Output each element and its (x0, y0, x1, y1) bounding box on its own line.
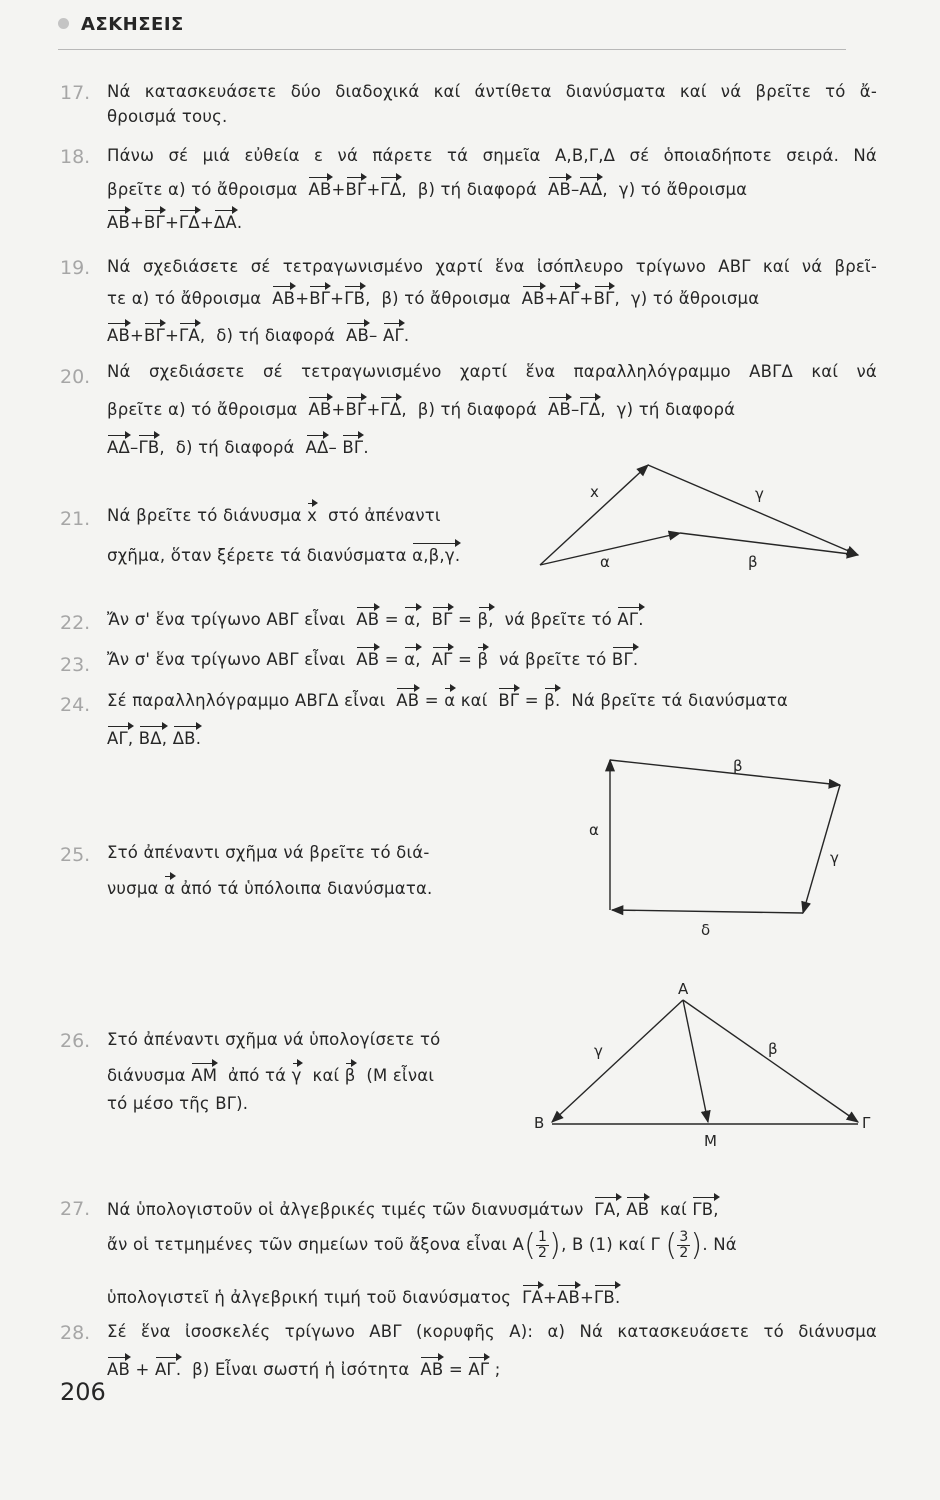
vector-alpha-arrow (540, 533, 680, 565)
vector-AD: ΑΔ (579, 180, 603, 199)
bullet-dot-icon (58, 18, 69, 29)
exercise-28-line-1: Σέ ἕνα ἰσοσκελές τρίγωνο ΑΒΓ (κορυφῆς Α): α) Νά κατασκευάσετε τό διάνυσμα (107, 1322, 877, 1341)
exercise-number: 21. (60, 508, 91, 530)
label-gamma: γ (755, 485, 764, 503)
exercise-number: 20. (60, 366, 91, 388)
exercise-19-line-1: Νά σχεδιάσετε σέ τετραγωνισμένο χαρτί ἕνα ἰσόπλευρο τρίγωνο ΑΒΓ καί νά βρεῖ- (107, 257, 877, 276)
exercise-18-line-2: βρεῖτε α) τό ἄθροισμα ΑΒ+ΒΓ+ΓΔ, β) τή διαφορά ΑΒ–ΑΔ, γ) τό ἄθροισμα (107, 180, 748, 199)
exercise-26-line-3: τό μέσο τῆς ΒΓ). (107, 1094, 249, 1113)
exercise-number: 28. (60, 1322, 91, 1344)
vector-x-arrow (540, 465, 648, 565)
figure-25 (575, 745, 865, 945)
exercise-27-line-2: ἄν οἱ τετμημένες τῶν σημείων τοῦ ἄξονα εἶναι Α( $\frac{1}{2}$ ), Β (1) καί Γ ( $\frac{3}{2}$ ). Νά (107, 1228, 737, 1263)
header-rule (58, 49, 846, 50)
label-beta: β (733, 757, 743, 775)
label-x: x (590, 483, 599, 501)
exercise-24-line-1: Σέ παραλληλόγραμμο ΑΒΓΔ εἶναι ΑΒ = α καί ΒΓ = β. Νά βρεῖτε τά διανύσματα (107, 691, 789, 710)
label-A: Α (678, 980, 689, 998)
page-number: 206 (60, 1378, 106, 1406)
label-G: Γ (862, 1114, 871, 1132)
vector-delta-arrow (612, 910, 803, 913)
vector-AM-arrow (683, 1000, 708, 1122)
exercise-21-line-1: Νά βρεῖτε τό διάνυσμα x στό ἀπέναντι (107, 506, 441, 525)
exercise-23-line: Ἄν σ' ἕνα τρίγωνο ΑΒΓ εἶναι ΑΒ = α, ΑΓ = β νά βρεῖτε τό ΒΓ. (107, 650, 639, 669)
exercise-18-line-1: Πάνω σέ μιά εὐθεία ε νά πάρετε τά σημεῖα Α,Β,Γ,Δ σέ ὁποιαδήποτε σειρά. Νά (107, 146, 877, 165)
label-beta: β (768, 1040, 778, 1058)
section-title: ΑΣΚΗΣΕΙΣ (81, 14, 184, 35)
vector-beta-arrow (610, 760, 840, 785)
figure-21 (530, 455, 870, 585)
label-M: Μ (704, 1132, 717, 1150)
label-delta: δ (701, 921, 711, 939)
fraction-G: $\frac{3}{2}$ (679, 1229, 689, 1261)
exercise-number: 19. (60, 257, 91, 279)
exercise-number: 27. (60, 1198, 91, 1220)
label-alpha: α (600, 553, 610, 571)
exercise-17-line-1: Νά κατασκευάσετε δύο διαδοχικά καί άντίθετα διανύσματα καί νά βρεῖτε τό ἄ- (107, 82, 877, 101)
exercise-20-line-1: Νά σχεδιάσετε σέ τετραγωνισμένο χαρτί ἕνα παραλληλόγραμμο ΑΒΓΔ καί νά (107, 362, 877, 381)
vector-x: x (307, 506, 318, 525)
exercise-21-line-2: σχῆμα, ὅταν ξέρετε τά διανύσματα α,β,γ. (107, 546, 461, 565)
exercise-25-line-2: νυσμα α ἀπό τά ὑπόλοιπα διανύσματα. (107, 879, 433, 898)
exercise-24-line-2: ΑΓ, ΒΔ, ΔΒ. (107, 729, 202, 748)
vector-GD: ΓΔ (380, 180, 402, 199)
exercise-number: 26. (60, 1030, 91, 1052)
label-alpha: α (589, 821, 599, 839)
vector-gamma-arrow (552, 1000, 683, 1122)
exercise-number: 18. (60, 146, 91, 168)
exercise-26-line-1: Στό ἀπέναντι σχῆμα νά ὑπολογίσετε τό (107, 1030, 441, 1049)
vector-beta-arrow (683, 1000, 858, 1122)
exercise-26-line-2: διάνυσμα ΑΜ ἀπό τά γ καί β (Μ εἶναι (107, 1066, 435, 1085)
exercise-number: 17. (60, 82, 91, 104)
label-gamma: γ (830, 849, 839, 867)
label-gamma: γ (594, 1042, 603, 1060)
label-beta: β (748, 553, 758, 571)
exercise-27-line-3: ὑπολογιστεῖ ἡ ἀλγεβρική τιμή τοῦ διανύσματος ΓΑ+ΑΒ+ΓΒ. (107, 1288, 621, 1307)
exercise-number: 22. (60, 612, 91, 634)
figure-26 (528, 978, 878, 1153)
exercise-number: 23. (60, 654, 91, 676)
exercise-19-line-3: ΑΒ+ΒΓ+ΓΑ, δ) τή διαφορά ΑΒ– ΑΓ. (107, 326, 410, 345)
exercise-number: 24. (60, 694, 91, 716)
exercise-19-line-2: τε α) τό ἄθροισμα ΑΒ+ΒΓ+ΓΒ, β) τό ἄθροισμα ΑΒ+ΑΓ+ΒΓ, γ) τό ἄθροισμα (107, 289, 760, 308)
exercise-25-line-1: Στό ἀπέναντι σχῆμα νά βρεῖτε τό διά- (107, 843, 430, 862)
vector-BG: ΒΓ (345, 180, 367, 199)
vector-AB: ΑΒ (547, 180, 571, 199)
exercise-27-line-1: Νά ὑπολογιστοῦν οἱ ἀλγεβρικές τιμές τῶν διανυσμάτων ΓΑ, ΑΒ καί ΓΒ, (107, 1200, 719, 1219)
exercise-18-line-3: ΑΒ+ΒΓ+ΓΔ+ΔΑ. (107, 213, 243, 232)
exercise-20-line-3: ΑΔ–ΓΒ, δ) τή διαφορά ΑΔ– ΒΓ. (107, 438, 369, 457)
label-B: Β (534, 1114, 545, 1132)
exercise-17-line-2: θροισμά τους. (107, 107, 228, 126)
exercise-20-line-2: βρεῖτε α) τό ἄθροισμα ΑΒ+ΒΓ+ΓΔ, β) τή διαφορά ΑΒ–ΓΔ, γ) τή διαφορά (107, 400, 736, 419)
section-header (58, 14, 184, 35)
exercise-number: 25. (60, 844, 91, 866)
exercise-28-line-2: ΑΒ + ΑΓ. β) Εἶναι σωστή ἡ ἰσότητα ΑΒ = ΑΓ ; (107, 1360, 501, 1379)
vector-AB: ΑΒ (308, 180, 332, 199)
fraction-A: $\frac{1}{2}$ (538, 1229, 548, 1261)
exercise-22-line: Ἄν σ' ἕνα τρίγωνο ΑΒΓ εἶναι ΑΒ = α, ΒΓ = β, νά βρεῖτε τό ΑΓ. (107, 610, 644, 629)
